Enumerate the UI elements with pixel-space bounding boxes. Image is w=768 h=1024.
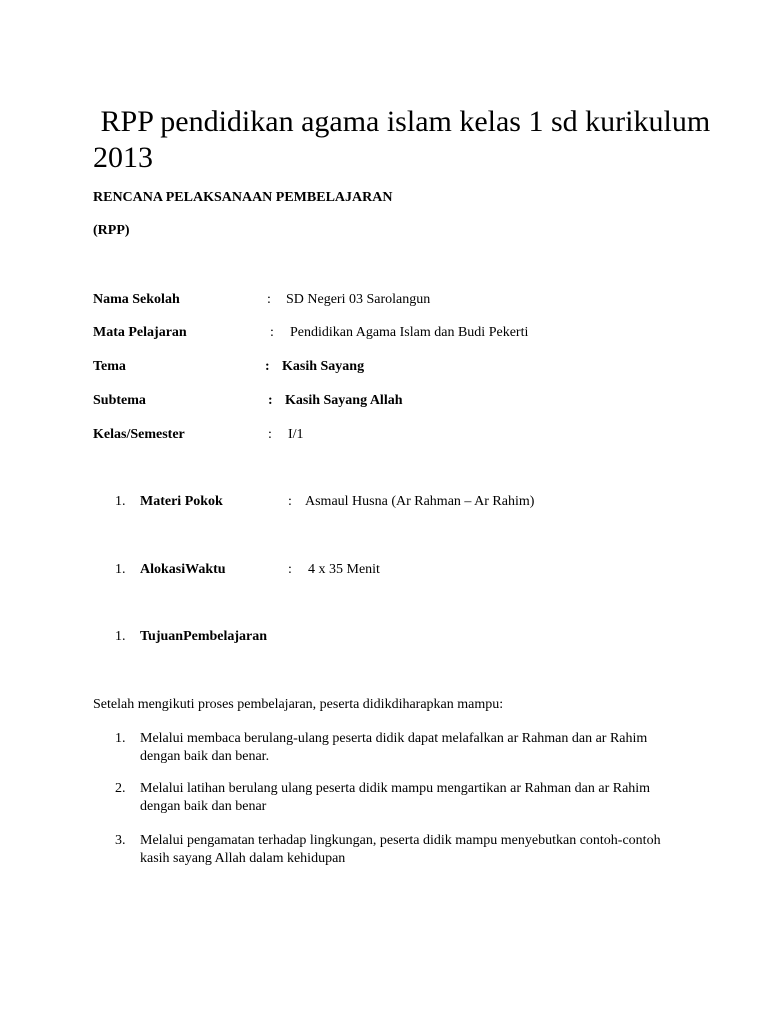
section-value: 4 x 35 Menit bbox=[308, 562, 380, 577]
page-title: RPP pendidikan agama islam kelas 1 sd kurikulum 2013 bbox=[93, 105, 718, 174]
list-number: 2. bbox=[115, 781, 126, 796]
section-label: TujuanPembelajaran bbox=[140, 629, 268, 644]
field-value: I/1 bbox=[288, 427, 304, 442]
field-colon: : bbox=[268, 427, 272, 442]
field-value: SD Negeri 03 Sarolangun bbox=[286, 292, 431, 307]
field-value: Kasih Sayang bbox=[282, 359, 365, 374]
field-mata-pelajaran bbox=[93, 323, 693, 343]
objective-text: Melalui latihan berulang ulang peserta didik mampu mengartikan ar Rahman dan ar Rahim dengan baik dan benar bbox=[140, 781, 651, 814]
section-colon: : bbox=[288, 562, 292, 577]
field-label: Mata Pelajaran bbox=[93, 325, 187, 340]
field-colon: : bbox=[268, 393, 273, 408]
list-number: 3. bbox=[115, 833, 126, 848]
section-materi-pokok bbox=[115, 492, 715, 512]
field-tema bbox=[93, 357, 693, 377]
field-label: Kelas/Semester bbox=[93, 427, 185, 442]
section-value: Asmaul Husna (Ar Rahman – Ar Rahim) bbox=[305, 494, 535, 509]
plan-heading: RENCANA PELAKSANAAN PEMBELAJARAN bbox=[93, 190, 393, 205]
list-number: 1. bbox=[115, 494, 126, 509]
section-label: Materi Pokok bbox=[140, 494, 223, 509]
section-colon: : bbox=[288, 494, 292, 509]
rpp-subheading: (RPP) bbox=[93, 223, 130, 238]
field-kelas-semester bbox=[93, 425, 693, 445]
objective-text: Melalui pengamatan terhadap lingkungan, peserta didik mampu menyebutkan contoh-contoh kasih sayang Allah dalam kehidupan bbox=[140, 833, 661, 866]
field-value: Pendidikan Agama Islam dan Budi Pekerti bbox=[290, 325, 529, 340]
section-label: AlokasiWaktu bbox=[140, 562, 226, 577]
section-alokasi-waktu bbox=[115, 560, 715, 580]
field-nama-sekolah bbox=[93, 290, 693, 310]
list-number: 1. bbox=[115, 731, 126, 746]
field-value: Kasih Sayang Allah bbox=[285, 393, 403, 408]
section-tujuan-pembelajaran bbox=[115, 627, 715, 647]
list-number: 1. bbox=[115, 629, 126, 644]
field-label: Subtema bbox=[93, 393, 146, 408]
objective-text: Melalui membaca berulang-ulang peserta didik dapat melafalkan ar Rahman dan ar Rahim dengan baik dan benar. bbox=[140, 731, 648, 764]
field-label: Nama Sekolah bbox=[93, 292, 180, 307]
field-colon: : bbox=[265, 359, 270, 374]
field-label: Tema bbox=[93, 359, 126, 374]
list-number: 1. bbox=[115, 562, 126, 577]
field-colon: : bbox=[270, 325, 274, 340]
field-colon: : bbox=[267, 292, 271, 307]
field-subtema bbox=[93, 391, 693, 411]
objectives-intro: Setelah mengikuti proses pembelajaran, peserta didikdiharapkan mampu: bbox=[93, 697, 504, 712]
